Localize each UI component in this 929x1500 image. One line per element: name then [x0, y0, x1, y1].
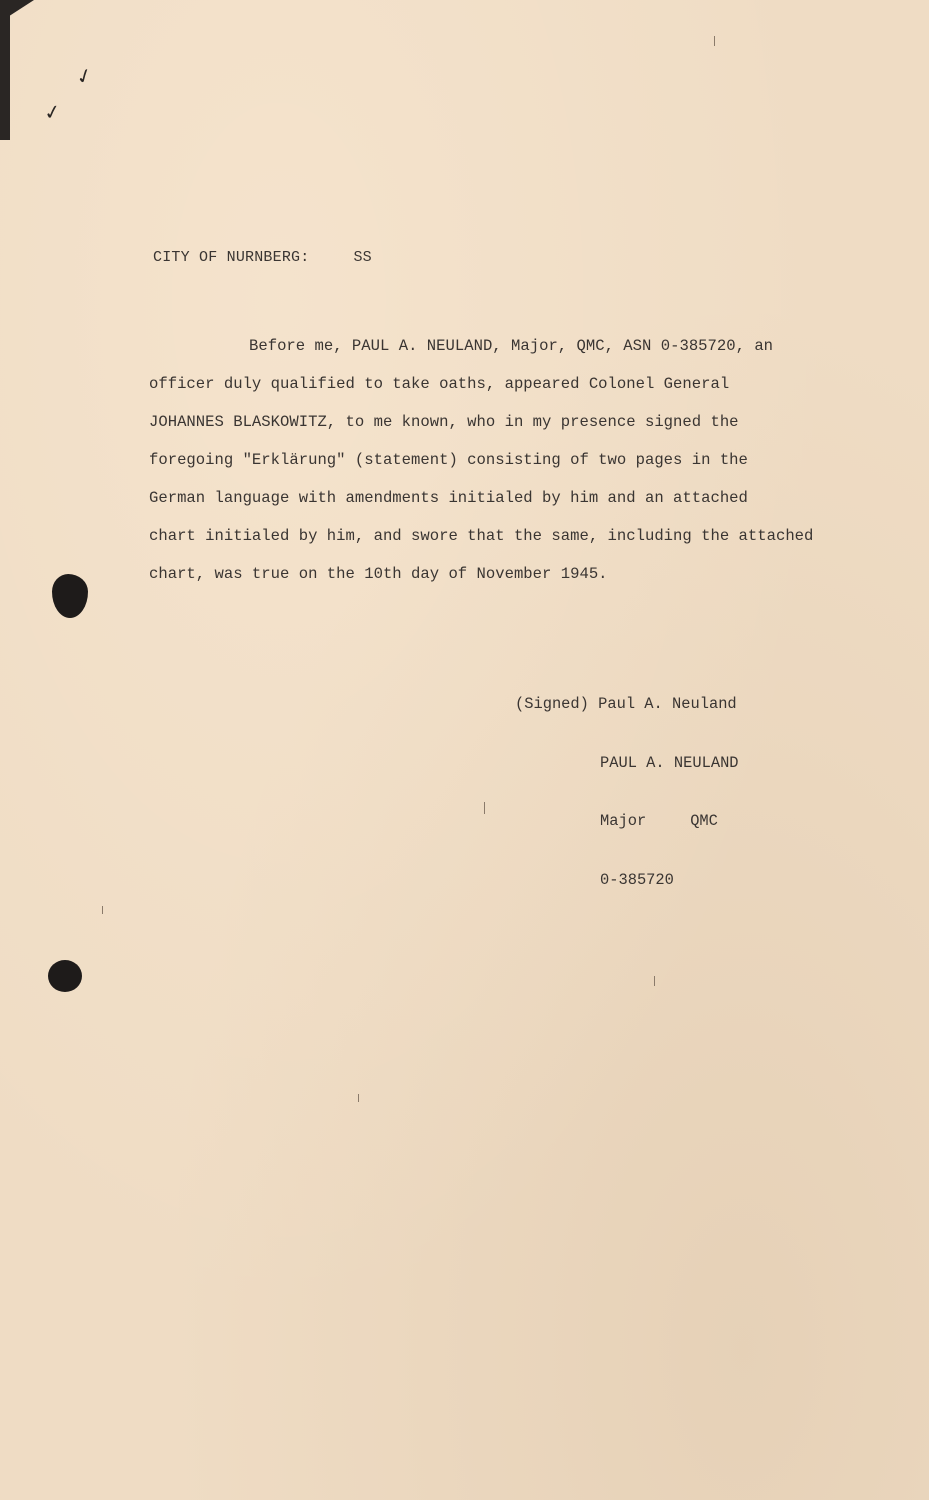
signature-block — [515, 656, 739, 929]
check-mark-icon: ✓ — [42, 98, 63, 126]
venue-city: CITY OF NURNBERG: — [153, 249, 310, 266]
officer-serial: 0-385720 — [600, 870, 674, 889]
jurat-paragraph — [149, 327, 849, 593]
paper-speck — [654, 976, 655, 986]
officer-rank: Major — [600, 812, 647, 830]
paper-speck — [358, 1094, 359, 1102]
venue-ss: SS — [353, 249, 372, 266]
punch-hole — [52, 574, 88, 618]
paper-speck — [714, 36, 715, 46]
paragraph-line: officer duly qualified to take oaths, appeared Colonel General — [149, 375, 730, 393]
paragraph-line: foregoing "Erklärung" (statement) consisting of two pages in the — [149, 451, 748, 469]
paragraph-line: chart, was true on the 10th day of November 1945. — [149, 565, 608, 583]
paper-speck — [484, 802, 485, 814]
signed-line: (Signed) Paul A. Neuland — [515, 695, 737, 713]
paragraph-line: JOHANNES BLASKOWITZ, to me known, who in my presence signed the — [149, 413, 739, 431]
paragraph-line: Before me, PAUL A. NEULAND, Major, QMC, ASN 0-385720, an — [249, 337, 774, 355]
corner-tab — [0, 0, 34, 22]
venue-line — [153, 249, 372, 266]
paragraph-line: German language with amendments initialed by him and an attached — [149, 489, 748, 507]
rank-row — [515, 812, 739, 832]
check-mark-icon: ✓ — [72, 61, 97, 91]
officer-name: PAUL A. NEULAND — [600, 753, 739, 772]
paper-speck — [102, 906, 103, 914]
punch-hole — [48, 960, 82, 992]
officer-branch: QMC — [690, 812, 718, 830]
paragraph-line: chart initialed by him, and swore that the same, including the attached — [149, 527, 814, 545]
